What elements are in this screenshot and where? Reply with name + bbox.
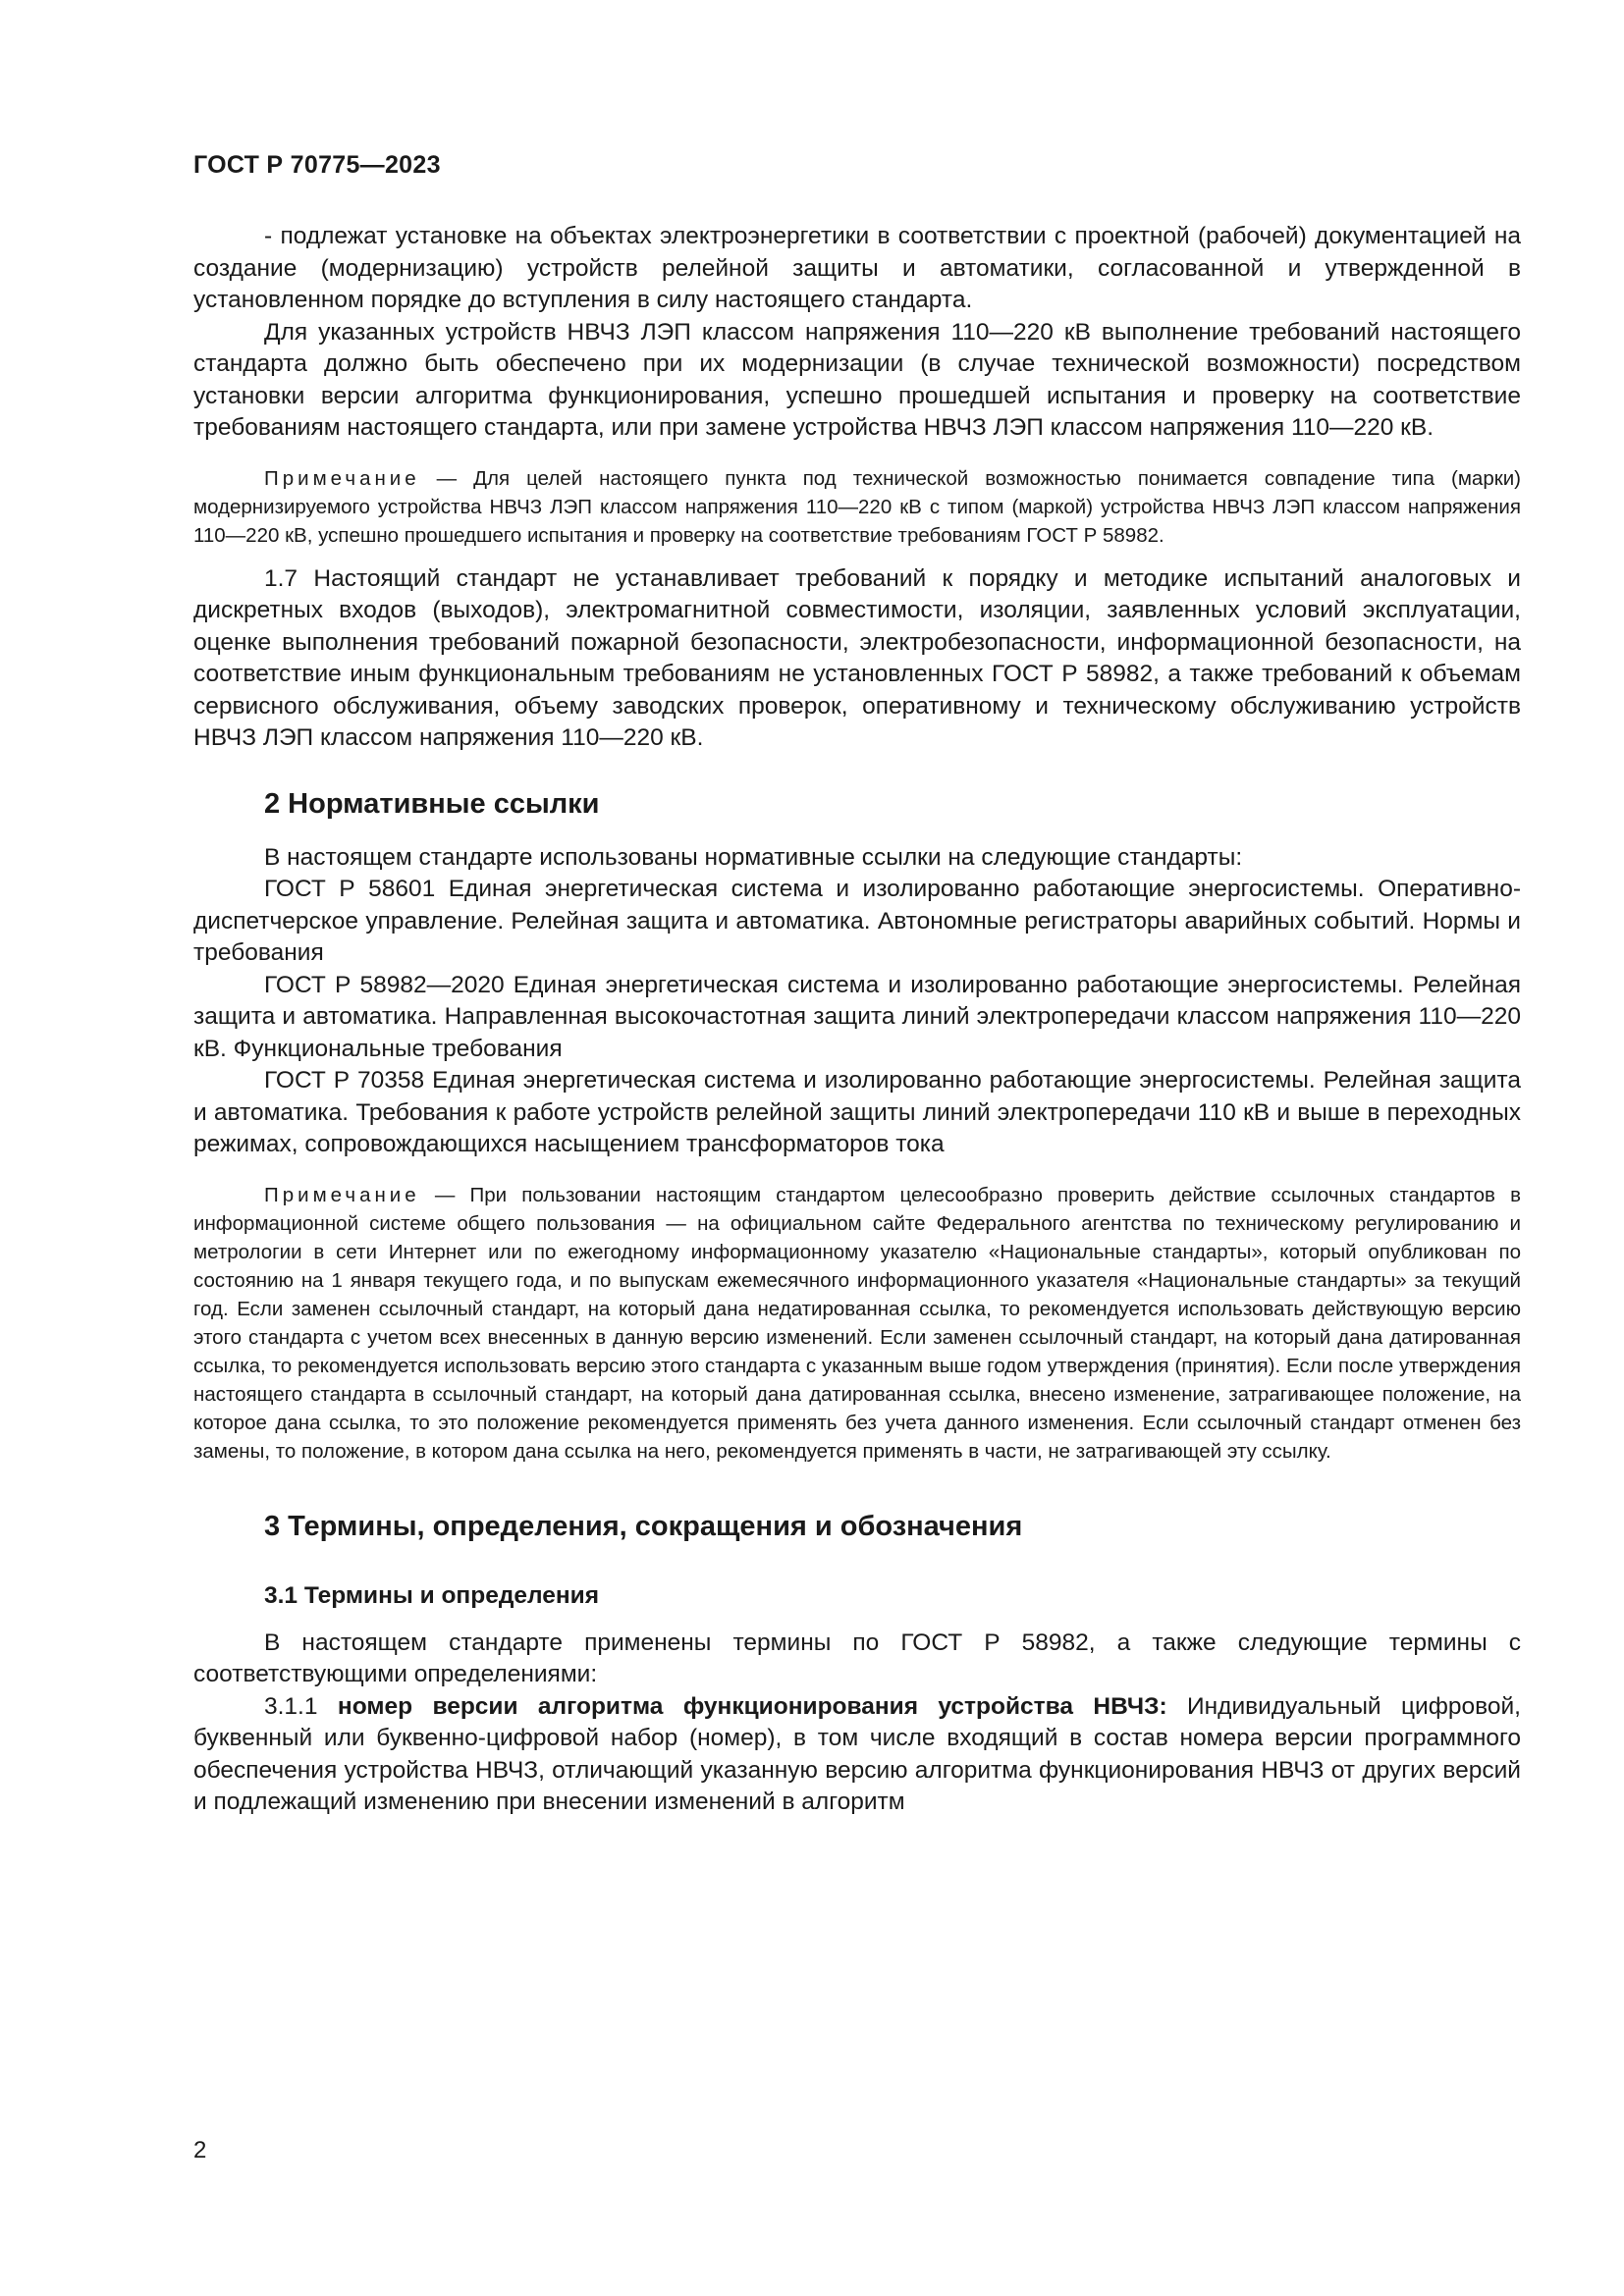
section-heading-terms: 3 Термины, определения, сокращения и обозначения xyxy=(264,1510,1023,1542)
page-number: 2 xyxy=(193,2137,207,2163)
section-heading-normative-references: 2 Нормативные ссылки xyxy=(264,787,600,820)
standard-header: ГОСТ Р 70775—2023 xyxy=(193,151,441,179)
term-number: 3.1.1 xyxy=(264,1692,318,1720)
subsection-heading-terms-definitions: 3.1 Термины и определения xyxy=(264,1581,600,1609)
paragraph-1-7: 1.7 Настоящий стандарт не устанавливает требований к порядку и методике испытаний аналоговых и дискретных входов (выходов), электромагнитной совместимости, изоляции, заявленных условий эксплуатации, оценке выполнения требований пожарной безопасности, электробезопасности, информационной безопасности, на соответствие иным функциональным требованиям не установленных ГОСТ Р 58982, а также требований к объемам сервисного обслуживания, объему заводских проверок, оперативному и техническому обслуживанию устройств НВЧЗ ЛЭП классом напряжения 110—220 кВ. xyxy=(193,564,1521,751)
note-label: Примечание xyxy=(264,1183,420,1206)
note-label: Примечание xyxy=(264,466,420,490)
note-text: — Для целей настоящего пункта под технической возможностью понимается совпадение типа (марки) модернизируемого устройства НВЧЗ ЛЭП классом напряжения 110—220 кВ с типом (маркой) устройства НВЧЗ ЛЭП классом напряжения 110—220 кВ, успешно прошедшего испытания и проверку на соответствие требованиям ГОСТ Р 58982. xyxy=(193,466,1521,547)
note-text: — При пользовании настоящим стандартом целесообразно проверить действие ссылочных стандартов в информационной системе общего пользования — на официальном сайте Федерального агентства по техническому регулированию и метрологии в сети Интернет или по ежегодному информационному указателю «Национальные стандарты», который опубликован по состоянию на 1 января текущего года, и по выпускам ежемесячного информационного указателя «Национальные стандарты» за текущий год. Если заменен ссылочный стандарт, на который дана недатированная ссылка, то рекомендуется использовать действующую версию этого стандарта с учетом всех внесенных в данную версию изменений. Если заменен ссылочный стандарт, на который дана датированная ссылка, то рекомендуется использовать версию этого стандарта с указанным выше годом утверждения (принятия). Если после утверждения настоящего стандарта в ссылочный стандарт, на который дана датированная ссылка, внесено изменение, затрагивающее положение, на которое дана ссылка, то это положение рекомендуется применять без учета данного изменения. Если ссылочный стандарт отменен без замены, то положение, в котором дана ссылка на него, рекомендуется применять в части, не затрагивающей эту ссылку. xyxy=(193,1183,1521,1463)
note-technical-possibility xyxy=(193,464,1521,550)
page-content xyxy=(193,221,1521,1819)
paragraph-terms-intro: В настоящем стандарте применены термины по ГОСТ Р 58982, а также следующие термины с соответствующими определениями: xyxy=(193,1629,1521,1687)
paragraph-modernization: Для указанных устройств НВЧЗ ЛЭП классом напряжения 110—220 кВ выполнение требований настоящего стандарта должно быть обеспечено при их модернизации (в случае технической возможности) посредством установки версии алгоритма функционирования, успешно прошедшей испытания и проверку на соответствие требованиям настоящего стандарта, или при замене устройства НВЧЗ ЛЭП классом напряжения 110—220 кВ. xyxy=(193,318,1521,441)
reference-gost-58982: ГОСТ Р 58982—2020 Единая энергетическая система и изолированно работающие энергосистемы. Релейная защита и автоматика. Направленная высокочастотная защита линий электропередачи классом напряжения 110—220 кВ. Функциональные требования xyxy=(193,971,1521,1062)
term-3-1-1 xyxy=(193,1691,1521,1819)
paragraph-installation: - подлежат установке на объектах электроэнергетики в соответствии с проектной (рабочей) документацией на создание (модернизацию) устройств релейной защиты и автоматики, согласованной и утвержденной в установленном порядке до вступления в силу настоящего стандарта. xyxy=(193,223,1521,313)
paragraph-references-intro: В настоящем стандарте использованы нормативные ссылки на следующие стандарты: xyxy=(264,843,1243,871)
note-references xyxy=(193,1181,1521,1466)
term-definition: Индивидуальный цифровой, буквенный или буквенно-цифровой набор (номер), в том числе входящий в состав номера версии программного обеспечения устройства НВЧЗ, отличающий указанную версию алгоритма функционирования НВЧЗ от других версий и подлежащий изменению при внесении изменений в алгоритм xyxy=(193,1692,1521,1815)
reference-gost-70358: ГОСТ Р 70358 Единая энергетическая система и изолированно работающие энергосистемы. Релейная защита и автоматика. Требования к работе устройств релейной защиты линий электропередачи 110 кВ и выше в переходных режимах, сопровождающихся насыщением трансформаторов тока xyxy=(193,1067,1521,1157)
reference-gost-58601: ГОСТ Р 58601 Единая энергетическая система и изолированно работающие энергосистемы. Оперативно-диспетчерское управление. Релейная защита и автоматика. Автономные регистраторы аварийных событий. Нормы и требования xyxy=(193,876,1521,966)
term-title: номер версии алгоритма функционирования устройства НВЧЗ: xyxy=(337,1692,1167,1720)
